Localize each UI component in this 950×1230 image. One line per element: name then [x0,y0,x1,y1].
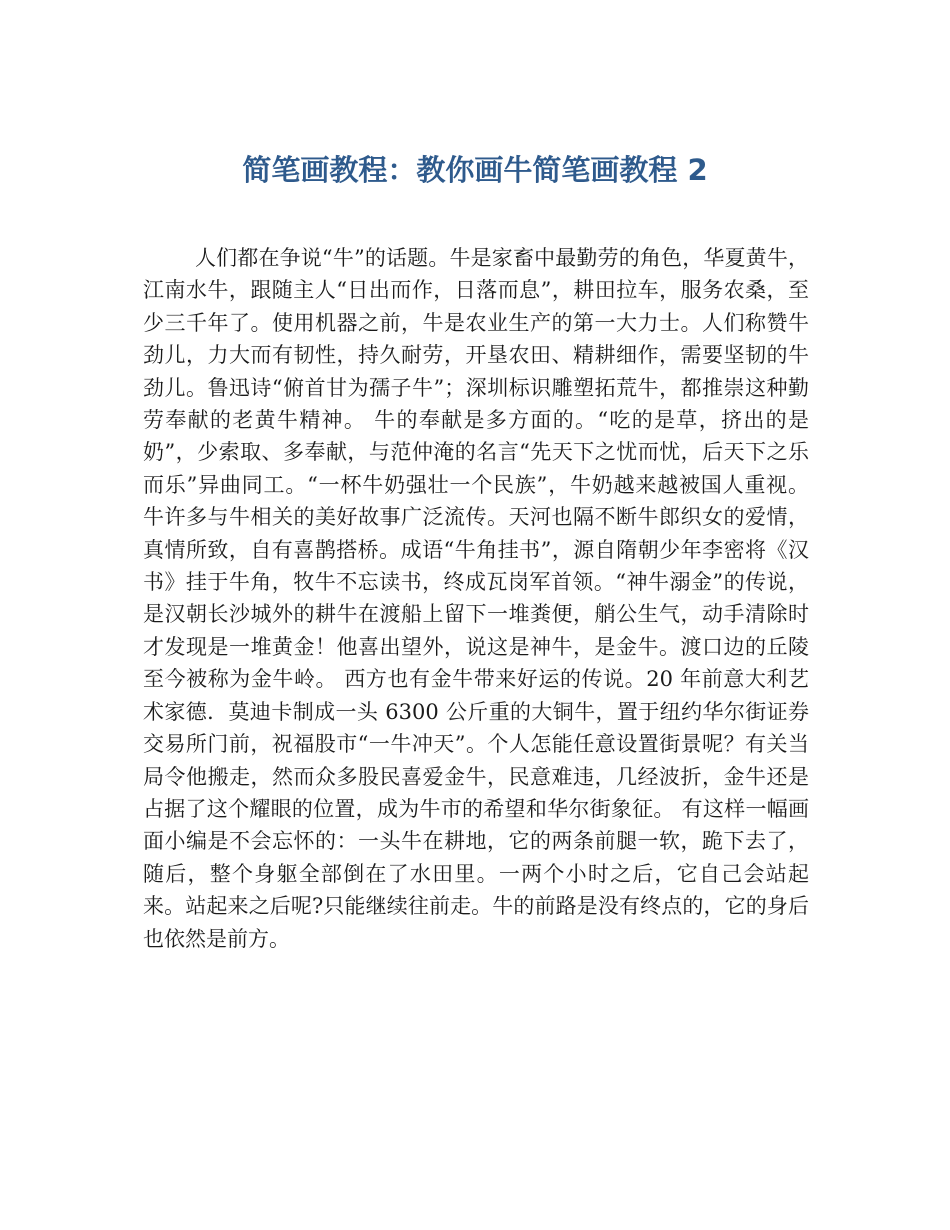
document-title: 简笔画教程：教你画牛简笔画教程 2 [242,153,708,187]
document-body-paragraph: 人们都在争说“牛”的话题。牛是家畜中最勤劳的角色，华夏黄牛，江南水牛，跟随主人“日出而作，日落而息”，耕田拉车，服务农桑，至少三千年了。使用机器之前，牛是农业生产的第一大力士。人们称赞牛劲儿，力大而有韧性，持久耐劳，开垦农田、精耕细作，需要坚韧的牛劲儿。鲁迅诗“俯首甘为孺子牛”；深圳标识雕塑拓荒牛，都推崇这种勤劳奉献的老黄牛精神。 牛的奉献是多方面的。“吃的是草，挤出的是奶”，少索取、多奉献，与范仲淹的名言“先天下之忧而忧，后天下之乐而乐”异曲同工。“一杯牛奶强壮一个民族”，牛奶越来越被国人重视。 牛许多与牛相关的美好故事广泛流传。天河也隔不断牛郎织女的爱情，真情所致，自有喜鹊搭桥。成语“牛角挂书”，源自隋朝少年李密将《汉书》挂于牛角，牧牛不忘读书，终成瓦岗军首领。“神牛溺金”的传说，是汉朝长沙城外的耕牛在渡船上留下一堆粪便，艄公生气，动手清除时才发现是一堆黄金！他喜出望外，说这是神牛，是金牛。渡口边的丘陵至今被称为金牛岭。 西方也有金牛带来好运的传说。20 年前意大利艺术家德．莫迪卡制成一头 6300 公斤重的大铜牛，置于纽约华尔街证券交易所门前，祝福股市“一牛冲天”。个人怎能任意设置街景呢？有关当局令他搬走，然而众多股民喜爱金牛，民意难违，几经波折，金牛还是占据了这个耀眼的位置，成为牛市的希望和华尔街象征。 有这样一幅画面小编是不会忘怀的：一头牛在耕地，它的两条前腿一软，跪下去了，随后，整个身躯全部倒在了水田里。一两个小时之后，它自己会站起来。站起来之后呢?只能继续往前走。牛的前路是没有终点的，它的身后也依然是前方。 [143,246,809,951]
